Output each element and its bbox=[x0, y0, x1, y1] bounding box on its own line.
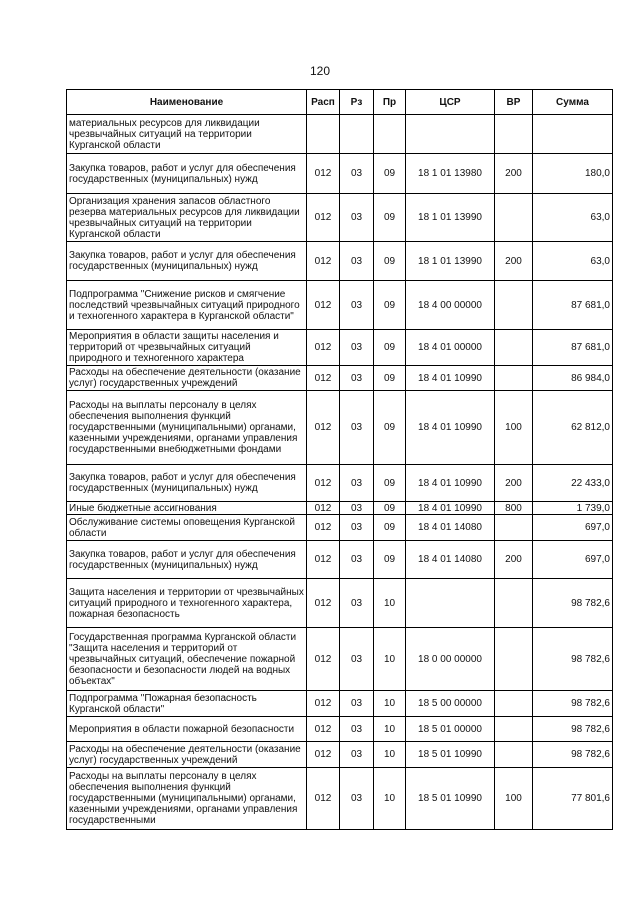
row-csr: 18 1 01 13980 bbox=[406, 154, 495, 194]
row-pr: 09 bbox=[374, 366, 406, 391]
row-vr bbox=[495, 115, 533, 154]
table-row bbox=[67, 742, 613, 768]
row-name: Мероприятия в области защиты населения и территорий от чрезвычайных ситуаций природного и техногенного характера bbox=[67, 330, 307, 366]
row-csr: 18 5 00 00000 bbox=[406, 691, 495, 717]
row-sum bbox=[533, 115, 613, 154]
table-row bbox=[67, 691, 613, 717]
column-header-name: Наименование bbox=[67, 90, 307, 115]
row-pr: 09 bbox=[374, 281, 406, 330]
table-row bbox=[67, 115, 613, 154]
row-rasp: 012 bbox=[307, 541, 340, 579]
table-row bbox=[67, 465, 613, 502]
budget-table bbox=[66, 89, 613, 830]
row-rasp: 012 bbox=[307, 502, 340, 515]
row-name: Обслуживание системы оповещения Курганской области bbox=[67, 515, 307, 541]
row-name: Подпрограмма "Снижение рисков и смягчение последствий чрезвычайных ситуаций природного и техногенного характера в Курганской области" bbox=[67, 281, 307, 330]
row-sum: 697,0 bbox=[533, 515, 613, 541]
table-row bbox=[67, 330, 613, 366]
row-name: Защита населения и территории от чрезвычайных ситуаций природного и техногенного характера, пожарная безопасность bbox=[67, 579, 307, 628]
row-sum: 697,0 bbox=[533, 541, 613, 579]
column-header-pr: Пр bbox=[374, 90, 406, 115]
row-sum: 98 782,6 bbox=[533, 579, 613, 628]
row-sum: 86 984,0 bbox=[533, 366, 613, 391]
table-row bbox=[67, 628, 613, 691]
table-row bbox=[67, 768, 613, 830]
table-row bbox=[67, 154, 613, 194]
row-sum: 62 812,0 bbox=[533, 391, 613, 465]
row-sum: 87 681,0 bbox=[533, 281, 613, 330]
row-vr: 200 bbox=[495, 154, 533, 194]
table-row bbox=[67, 502, 613, 515]
table-row bbox=[67, 579, 613, 628]
table-row bbox=[67, 194, 613, 242]
row-name: Закупка товаров, работ и услуг для обеспечения государственных (муниципальных) нужд bbox=[67, 465, 307, 502]
row-csr: 18 4 01 10990 bbox=[406, 391, 495, 465]
row-rasp: 012 bbox=[307, 194, 340, 242]
row-vr: 200 bbox=[495, 242, 533, 281]
row-sum: 77 801,6 bbox=[533, 768, 613, 830]
row-csr: 18 5 01 10990 bbox=[406, 742, 495, 768]
row-vr bbox=[495, 717, 533, 742]
row-sum: 98 782,6 bbox=[533, 742, 613, 768]
row-rasp: 012 bbox=[307, 154, 340, 194]
row-pr: 09 bbox=[374, 541, 406, 579]
row-name: Расходы на выплаты персоналу в целях обеспечения выполнения функций государственными (муниципальными) органами, казенными учреждениями, органами управления государственными внебюджетными фондами bbox=[67, 391, 307, 465]
row-pr: 10 bbox=[374, 628, 406, 691]
row-name: Иные бюджетные ассигнования bbox=[67, 502, 307, 515]
row-rz: 03 bbox=[340, 366, 374, 391]
row-csr: 18 1 01 13990 bbox=[406, 194, 495, 242]
row-rasp: 012 bbox=[307, 742, 340, 768]
row-pr: 09 bbox=[374, 391, 406, 465]
column-header-rz: Рз bbox=[340, 90, 374, 115]
row-sum: 87 681,0 bbox=[533, 330, 613, 366]
row-name: Закупка товаров, работ и услуг для обеспечения государственных (муниципальных) нужд bbox=[67, 242, 307, 281]
row-rz: 03 bbox=[340, 742, 374, 768]
table-row bbox=[67, 717, 613, 742]
table-row bbox=[67, 391, 613, 465]
row-name: Мероприятия в области пожарной безопасности bbox=[67, 717, 307, 742]
page-number: 120 bbox=[309, 64, 331, 78]
row-rasp: 012 bbox=[307, 281, 340, 330]
row-rz: 03 bbox=[340, 465, 374, 502]
row-vr bbox=[495, 366, 533, 391]
row-name: Закупка товаров, работ и услуг для обеспечения государственных (муниципальных) нужд bbox=[67, 154, 307, 194]
row-pr: 10 bbox=[374, 691, 406, 717]
row-rz: 03 bbox=[340, 502, 374, 515]
row-name: Расходы на обеспечение деятельности (оказание услуг) государственных учреждений bbox=[67, 366, 307, 391]
row-rz: 03 bbox=[340, 691, 374, 717]
row-vr bbox=[495, 330, 533, 366]
row-csr: 18 4 01 14080 bbox=[406, 541, 495, 579]
row-name: материальных ресурсов для ликвидации чрезвычайных ситуаций на территории Курганской области bbox=[67, 115, 307, 154]
row-pr: 09 bbox=[374, 465, 406, 502]
row-csr: 18 0 00 00000 bbox=[406, 628, 495, 691]
row-csr: 18 4 01 14080 bbox=[406, 515, 495, 541]
table-header-row bbox=[67, 90, 613, 115]
row-name: Организация хранения запасов областного резерва материальных ресурсов для ликвидации чрезвычайных ситуаций на территории Курганской области bbox=[67, 194, 307, 242]
row-csr: 18 4 01 10990 bbox=[406, 502, 495, 515]
row-rz: 03 bbox=[340, 242, 374, 281]
row-rz: 03 bbox=[340, 391, 374, 465]
row-sum: 22 433,0 bbox=[533, 465, 613, 502]
row-csr: 18 4 01 10990 bbox=[406, 465, 495, 502]
row-vr: 800 bbox=[495, 502, 533, 515]
row-name: Государственная программа Курганской области "Защита населения и территорий от чрезвычайных ситуаций, обеспечение пожарной безопасности и безопасности людей на водных объектах" bbox=[67, 628, 307, 691]
row-vr: 200 bbox=[495, 541, 533, 579]
row-vr bbox=[495, 579, 533, 628]
row-rz: 03 bbox=[340, 541, 374, 579]
row-name: Расходы на обеспечение деятельности (оказание услуг) государственных учреждений bbox=[67, 742, 307, 768]
row-pr: 10 bbox=[374, 768, 406, 830]
row-sum: 63,0 bbox=[533, 194, 613, 242]
row-pr: 09 bbox=[374, 502, 406, 515]
row-pr: 10 bbox=[374, 579, 406, 628]
row-sum: 98 782,6 bbox=[533, 628, 613, 691]
row-csr: 18 4 01 00000 bbox=[406, 330, 495, 366]
row-rasp bbox=[307, 115, 340, 154]
row-rz: 03 bbox=[340, 717, 374, 742]
row-pr bbox=[374, 115, 406, 154]
row-rasp: 012 bbox=[307, 717, 340, 742]
row-rasp: 012 bbox=[307, 465, 340, 502]
row-rz: 03 bbox=[340, 628, 374, 691]
row-vr: 200 bbox=[495, 465, 533, 502]
row-vr bbox=[495, 194, 533, 242]
row-name: Подпрограмма "Пожарная безопасность Курганской области" bbox=[67, 691, 307, 717]
row-sum: 180,0 bbox=[533, 154, 613, 194]
row-csr bbox=[406, 115, 495, 154]
column-header-rasp: Расп bbox=[307, 90, 340, 115]
row-vr bbox=[495, 515, 533, 541]
row-rz: 03 bbox=[340, 330, 374, 366]
row-vr bbox=[495, 281, 533, 330]
row-pr: 09 bbox=[374, 330, 406, 366]
row-rasp: 012 bbox=[307, 366, 340, 391]
row-rz: 03 bbox=[340, 768, 374, 830]
column-header-vr: ВР bbox=[495, 90, 533, 115]
table-row bbox=[67, 515, 613, 541]
row-csr: 18 4 00 00000 bbox=[406, 281, 495, 330]
row-vr bbox=[495, 742, 533, 768]
row-pr: 09 bbox=[374, 154, 406, 194]
row-csr: 18 1 01 13990 bbox=[406, 242, 495, 281]
row-rz: 03 bbox=[340, 515, 374, 541]
row-pr: 10 bbox=[374, 742, 406, 768]
table-row bbox=[67, 366, 613, 391]
row-pr: 09 bbox=[374, 194, 406, 242]
table-row bbox=[67, 242, 613, 281]
row-pr: 10 bbox=[374, 717, 406, 742]
row-rasp: 012 bbox=[307, 242, 340, 281]
row-sum: 63,0 bbox=[533, 242, 613, 281]
row-rasp: 012 bbox=[307, 391, 340, 465]
table-row bbox=[67, 541, 613, 579]
table-row bbox=[67, 281, 613, 330]
row-pr: 09 bbox=[374, 515, 406, 541]
row-rasp: 012 bbox=[307, 515, 340, 541]
row-rasp: 012 bbox=[307, 628, 340, 691]
row-csr: 18 5 01 00000 bbox=[406, 717, 495, 742]
row-rasp: 012 bbox=[307, 579, 340, 628]
row-csr bbox=[406, 579, 495, 628]
row-vr bbox=[495, 628, 533, 691]
row-sum: 98 782,6 bbox=[533, 717, 613, 742]
row-vr: 100 bbox=[495, 391, 533, 465]
row-vr bbox=[495, 691, 533, 717]
row-rz: 03 bbox=[340, 194, 374, 242]
row-rasp: 012 bbox=[307, 768, 340, 830]
row-rz: 03 bbox=[340, 579, 374, 628]
row-rasp: 012 bbox=[307, 330, 340, 366]
row-name: Закупка товаров, работ и услуг для обеспечения государственных (муниципальных) нужд bbox=[67, 541, 307, 579]
row-pr: 09 bbox=[374, 242, 406, 281]
row-rz: 03 bbox=[340, 281, 374, 330]
row-csr: 18 5 01 10990 bbox=[406, 768, 495, 830]
column-header-sum: Сумма bbox=[533, 90, 613, 115]
row-rasp: 012 bbox=[307, 691, 340, 717]
row-rz: 03 bbox=[340, 154, 374, 194]
row-csr: 18 4 01 10990 bbox=[406, 366, 495, 391]
row-sum: 98 782,6 bbox=[533, 691, 613, 717]
column-header-csr: ЦСР bbox=[406, 90, 495, 115]
row-vr: 100 bbox=[495, 768, 533, 830]
row-name: Расходы на выплаты персоналу в целях обеспечения выполнения функций государственными (муниципальными) органами, казенными учреждениями, органами управления государственными bbox=[67, 768, 307, 830]
row-rz bbox=[340, 115, 374, 154]
row-sum: 1 739,0 bbox=[533, 502, 613, 515]
